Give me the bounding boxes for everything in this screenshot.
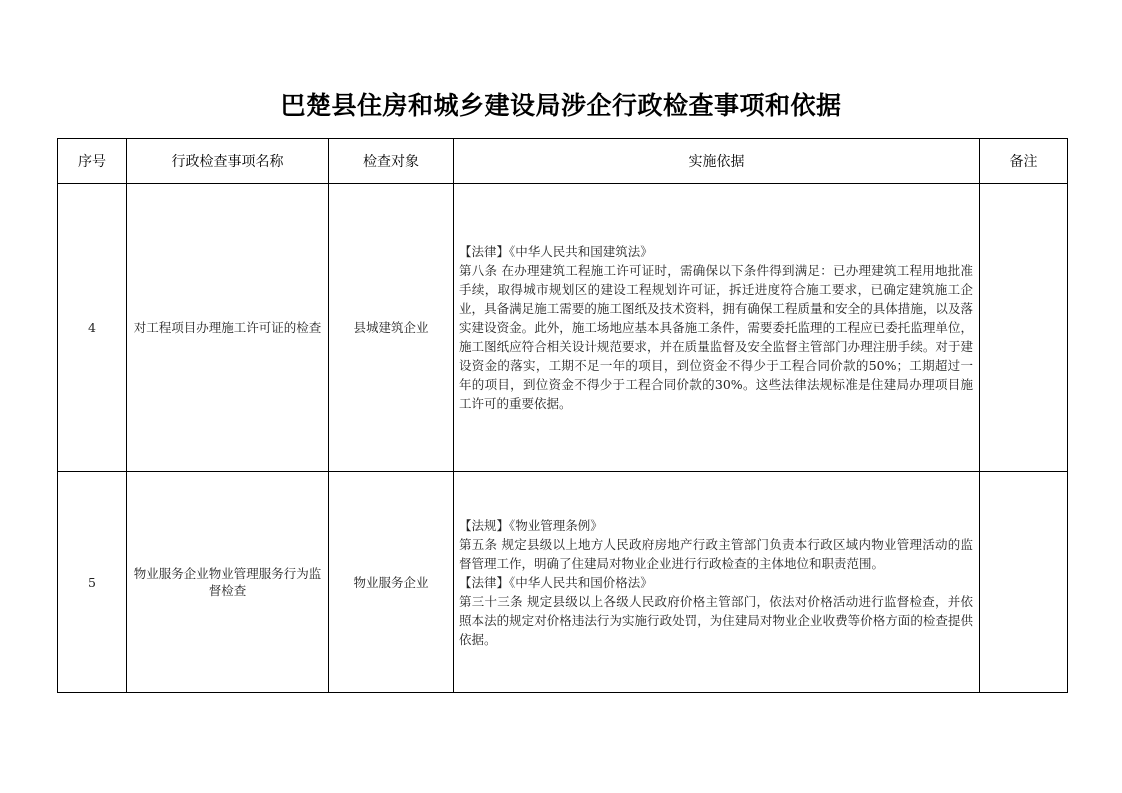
row-item-name-cell bbox=[127, 184, 329, 472]
table-header-row bbox=[58, 139, 1068, 184]
header-basis: 实施依据 bbox=[454, 139, 980, 184]
page-title: 巴楚县住房和城乡建设局涉企行政检查事项和依据 bbox=[280, 91, 842, 120]
basis-text: 第八条 在办理建筑工程施工许可证时，需确保以下条件得到满足：已办理建筑工程用地批准手续，取得城市规划区的建设工程规划许可证，拆迁进度符合施工要求，已确定建筑施工企业，具备满足施工需要的施工图纸及技术资料，拥有确保工程质量和安全的具体措施，以及落实建设资金。此外，施工场地应基本具备施工条件，需要委托监理的工程应已委托监理单位，施工图纸应符合相关设计规范要求，并在质量监督及安全监督主管部门办理注册手续。对于建设资金的落实，工期不足一年的项目，到位资金不得少于工程合同价款的50%；工期超过一年的项目，到位资金不得少于工程合同价款的30%。这些法律法规标准是住建局办理项目施工许可的重要依据。 bbox=[459, 263, 973, 411]
row-target: 县城建筑企业 bbox=[353, 320, 429, 335]
row-remark-cell bbox=[980, 184, 1068, 472]
basis-reference: 【法律】《中华人民共和国价格法》 bbox=[459, 574, 653, 590]
inspection-items-table bbox=[57, 138, 1068, 693]
row-item-name-cell bbox=[127, 472, 329, 693]
header-item-name: 行政检查事项名称 bbox=[127, 139, 329, 184]
header-remark: 备注 bbox=[980, 139, 1068, 184]
row-target: 物业服务企业 bbox=[353, 574, 429, 590]
basis-reference: 【法规】《物业管理条例》 bbox=[459, 517, 603, 533]
row-target-cell bbox=[329, 184, 454, 472]
row-item-name: 物业服务企业物业管理服务行为监督检查 bbox=[133, 566, 322, 598]
row-seq: 5 bbox=[88, 574, 96, 590]
row-basis-cell bbox=[454, 184, 980, 472]
table-row bbox=[58, 184, 1068, 472]
row-item-name: 对工程项目办理施工许可证的检查 bbox=[133, 320, 322, 335]
table-row bbox=[58, 472, 1068, 693]
row-seq: 4 bbox=[88, 320, 96, 335]
header-inspection-target: 检查对象 bbox=[329, 139, 454, 184]
basis-text: 第三十三条 规定县级以上各级人民政府价格主管部门，依法对价格活动进行监督检查，并依照本法的规定对价格违法行为实施行政处罚，为住建局对物业企业收费等价格方面的检查提供依据。 bbox=[459, 593, 973, 647]
row-remark-cell bbox=[980, 472, 1068, 693]
row-seq-cell bbox=[58, 472, 127, 693]
row-target-cell bbox=[329, 472, 454, 693]
basis-text: 第五条 规定县级以上地方人民政府房地产行政主管部门负责本行政区域内物业管理活动的监督管理工作，明确了住建局对物业企业进行行政检查的主体地位和职责范围。 bbox=[459, 536, 973, 571]
basis-reference: 【法律】《中华人民共和国建筑法》 bbox=[459, 244, 653, 259]
row-seq-cell bbox=[58, 184, 127, 472]
header-seq: 序号 bbox=[58, 139, 127, 184]
row-basis-cell bbox=[454, 472, 980, 693]
